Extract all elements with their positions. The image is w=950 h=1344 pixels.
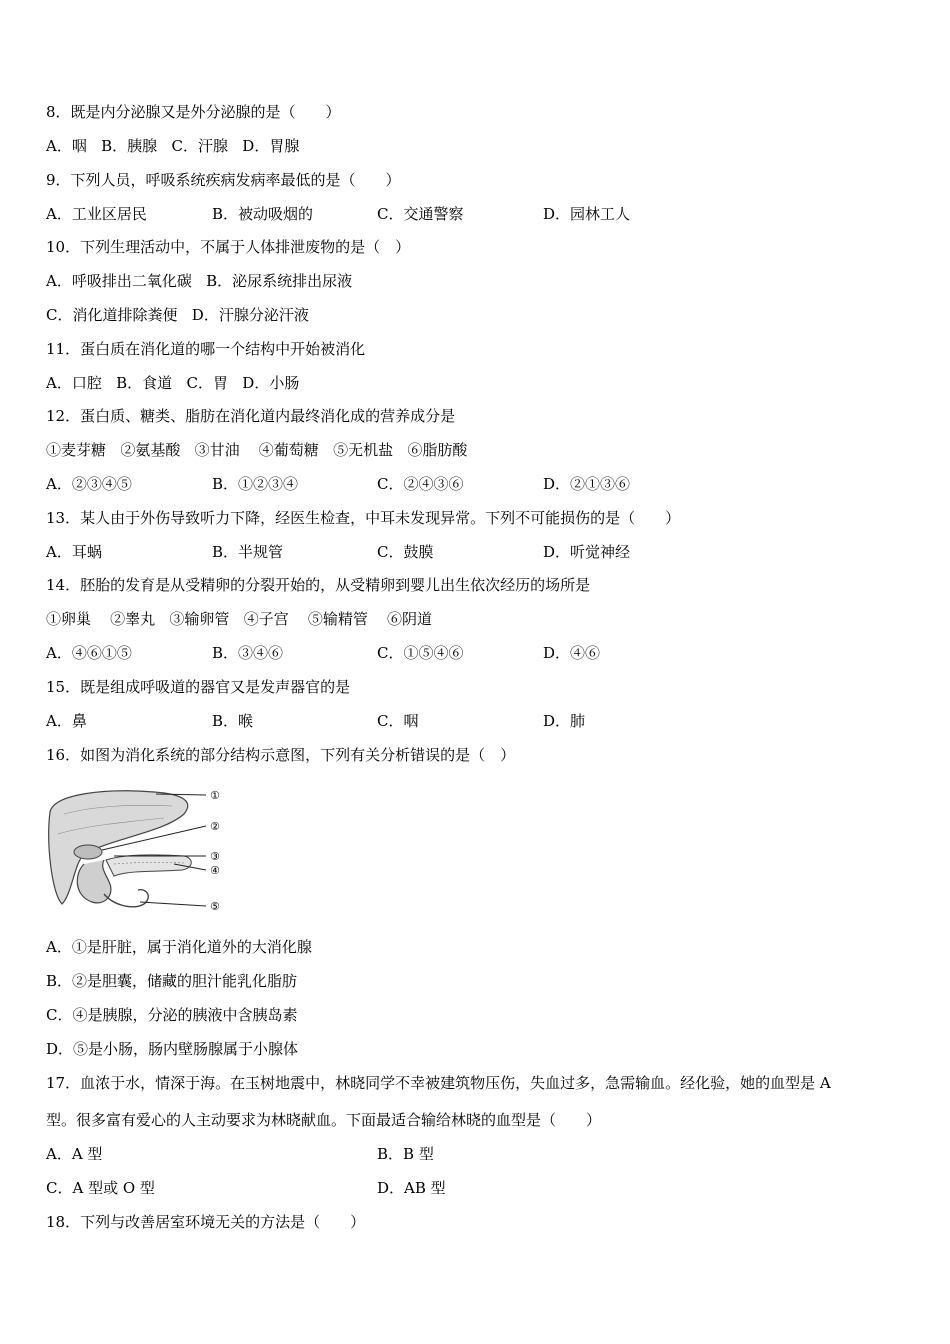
item-5: ⑤输精管 bbox=[307, 610, 368, 628]
option-d: D．小肠 bbox=[242, 374, 300, 392]
item-3: ③甘油 bbox=[194, 441, 240, 459]
item-5: ⑤无机盐 bbox=[333, 441, 394, 459]
question-17-stem-line2: 型。很多富有爱心的人主动要求为林晓献血。下面最适合输给林晓的血型是（ ） bbox=[46, 1111, 602, 1129]
question-18-stem: 18．下列与改善居室环境无关的方法是（ ） bbox=[46, 1213, 366, 1231]
question-14-stem: 14．胚胎的发育是从受精卵的分裂开始的，从受精卵到婴儿出生依次经历的场所是 bbox=[46, 576, 591, 594]
item-4: ④子宫 bbox=[243, 610, 289, 628]
figure-label-1: ① bbox=[210, 789, 220, 802]
option-a: A．咽 bbox=[46, 137, 87, 155]
option-c: C．A 型或 O 型 bbox=[46, 1179, 155, 1197]
question-17-stem-line1: 17．血浓于水，情深于海。在玉树地震中，林晓同学不幸被建筑物压伤，失血过多，急需输血。经化验，她的血型是 A bbox=[46, 1074, 831, 1092]
question-10-options-ab bbox=[46, 271, 352, 291]
question-14-items bbox=[46, 609, 432, 629]
figure-label-5: ⑤ bbox=[210, 900, 220, 913]
question-12-items bbox=[46, 440, 467, 460]
question-12-stem: 12．蛋白质、糖类、脂肪在消化道内最终消化成的营养成分是 bbox=[46, 407, 456, 425]
option-c: C．消化道排除粪便 bbox=[46, 306, 178, 324]
option-b: B．喉 bbox=[212, 712, 254, 730]
item-1: ①麦芽糖 bbox=[46, 441, 107, 459]
option-c: C．咽 bbox=[377, 712, 419, 730]
item-6: ⑥脂肪酸 bbox=[407, 441, 468, 459]
option-d: D．②①③⑥ bbox=[543, 475, 631, 493]
option-d: D．园林工人 bbox=[543, 205, 631, 223]
option-d: D．AB 型 bbox=[377, 1179, 446, 1197]
option-b: B．B 型 bbox=[377, 1145, 434, 1163]
option-b: B．胰腺 bbox=[101, 137, 158, 155]
option-c: C．④是胰腺，分泌的胰液中含胰岛素 bbox=[46, 1006, 298, 1024]
option-a: A．工业区居民 bbox=[46, 205, 147, 223]
option-a: A．口腔 bbox=[46, 374, 102, 392]
option-d: D．听觉神经 bbox=[543, 543, 631, 561]
figure-label-4: ④ bbox=[210, 864, 220, 877]
option-b: B．半规管 bbox=[212, 543, 284, 561]
option-a: A．A 型 bbox=[46, 1145, 103, 1163]
item-1: ①卵巢 bbox=[46, 610, 92, 628]
question-8-options bbox=[46, 136, 299, 156]
option-a: A．呼吸排出二氧化碳 bbox=[46, 272, 192, 290]
question-10-options-cd bbox=[46, 305, 309, 325]
option-d: D．④⑥ bbox=[543, 644, 601, 662]
option-d: D．汗腺分泌汗液 bbox=[191, 306, 309, 324]
option-a: A．④⑥①⑤ bbox=[46, 644, 132, 662]
option-b: B．泌尿系统排出尿液 bbox=[206, 272, 353, 290]
item-2: ②氨基酸 bbox=[120, 441, 181, 459]
option-b: B．①②③④ bbox=[212, 475, 299, 493]
figure-label-3: ③ bbox=[210, 850, 220, 863]
option-b: B．食道 bbox=[116, 374, 173, 392]
option-b: B．③④⑥ bbox=[212, 644, 284, 662]
option-d: D．⑤是小肠，肠内壁肠腺属于小腺体 bbox=[46, 1040, 299, 1058]
question-8-stem: 8．既是内分泌腺又是外分泌腺的是（ ） bbox=[46, 103, 341, 121]
option-c: C．①⑤④⑥ bbox=[377, 644, 464, 662]
digestive-system-figure bbox=[44, 784, 234, 924]
question-13-stem: 13．某人由于外伤导致听力下降，经医生检查，中耳未发现异常。下列不可能损伤的是（ ） bbox=[46, 509, 681, 527]
question-11-options bbox=[46, 373, 299, 393]
option-c: C．胃 bbox=[186, 374, 228, 392]
option-a: A．鼻 bbox=[46, 712, 87, 730]
option-b: B．被动吸烟的 bbox=[212, 205, 314, 223]
figure-label-2: ② bbox=[210, 820, 220, 833]
option-a: A．①是肝脏，属于消化道外的大消化腺 bbox=[46, 938, 312, 956]
question-9-stem: 9．下列人员，呼吸系统疾病发病率最低的是（ ） bbox=[46, 171, 401, 189]
option-d: D．胃腺 bbox=[242, 137, 300, 155]
option-c: C．汗腺 bbox=[171, 137, 228, 155]
option-a: A．耳蜗 bbox=[46, 543, 102, 561]
item-3: ③输卵管 bbox=[169, 610, 230, 628]
option-c: C．交通警察 bbox=[377, 205, 464, 223]
option-c: C．②④③⑥ bbox=[377, 475, 464, 493]
pancreas-shape bbox=[106, 855, 191, 876]
item-2: ②睾丸 bbox=[110, 610, 156, 628]
option-d: D．肺 bbox=[543, 712, 586, 730]
option-c: C．鼓膜 bbox=[377, 543, 434, 561]
option-b: B．②是胆囊，储藏的胆汁能乳化脂肪 bbox=[46, 972, 298, 990]
gallbladder-shape bbox=[74, 845, 102, 859]
liver-shape bbox=[49, 791, 188, 904]
item-6: ⑥阴道 bbox=[386, 610, 432, 628]
question-16-stem: 16．如图为消化系统的部分结构示意图，下列有关分析错误的是（ ） bbox=[46, 746, 516, 764]
question-15-stem: 15．既是组成呼吸道的器官又是发声器官的是 bbox=[46, 678, 351, 696]
option-a: A．②③④⑤ bbox=[46, 475, 132, 493]
question-11-stem: 11．蛋白质在消化道的哪一个结构中开始被消化 bbox=[46, 340, 366, 358]
item-4: ④葡萄糖 bbox=[258, 441, 319, 459]
question-10-stem: 10．下列生理活动中，不属于人体排泄废物的是（ ） bbox=[46, 238, 411, 256]
